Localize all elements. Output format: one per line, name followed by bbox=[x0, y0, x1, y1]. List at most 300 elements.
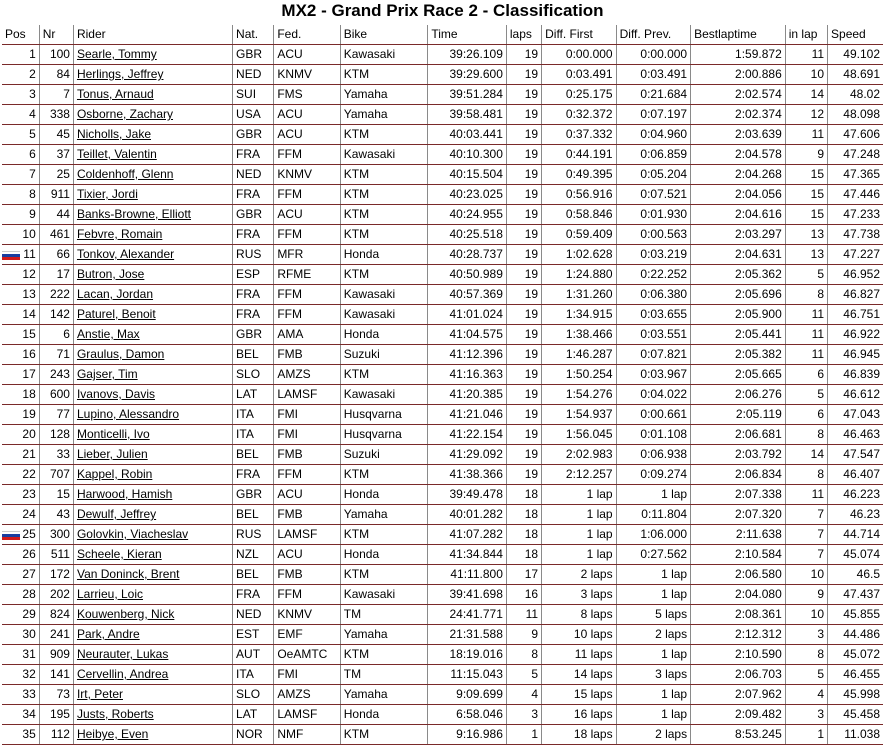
cell-pos: 9 bbox=[2, 205, 39, 225]
table-row bbox=[2, 65, 883, 85]
cell-nr: 44 bbox=[39, 205, 73, 225]
cell-time: 40:03.441 bbox=[428, 125, 507, 145]
cell-pos: 27 bbox=[2, 565, 39, 585]
header-pos: Pos bbox=[2, 25, 39, 45]
cell-nr: 25 bbox=[39, 165, 73, 185]
cell-speed: 47.547 bbox=[828, 445, 883, 465]
cell-pos: 21 bbox=[2, 445, 39, 465]
cell-bestlaptime: 2:05.696 bbox=[691, 285, 786, 305]
rider-link[interactable]: Golovkin, Viacheslav bbox=[73, 525, 232, 545]
cell-bestlaptime: 1:59.872 bbox=[691, 45, 786, 65]
cell-speed: 46.945 bbox=[828, 345, 883, 365]
cell-bike: Yamaha bbox=[340, 685, 428, 705]
cell-laps: 19 bbox=[506, 65, 541, 85]
cell-nat: NZL bbox=[233, 545, 274, 565]
cell-diff-prev: 1 lap bbox=[616, 565, 691, 585]
cell-laps: 19 bbox=[506, 45, 541, 65]
cell-nr: 911 bbox=[39, 185, 73, 205]
cell-in-lap: 11 bbox=[785, 485, 827, 505]
cell-nr: 300 bbox=[39, 525, 73, 545]
cell-diff-first: 1 lap bbox=[542, 545, 617, 565]
cell-pos: 4 bbox=[2, 105, 39, 125]
table-row bbox=[2, 145, 883, 165]
cell-laps: 17 bbox=[506, 565, 541, 585]
cell-diff-first: 1:56.045 bbox=[542, 425, 617, 445]
cell-nat: FRA bbox=[233, 305, 274, 325]
header-diff-first: Diff. First bbox=[542, 25, 617, 45]
rider-link[interactable]: Nicholls, Jake bbox=[73, 125, 232, 145]
cell-bestlaptime: 2:05.362 bbox=[691, 265, 786, 285]
cell-bestlaptime: 2:03.792 bbox=[691, 445, 786, 465]
table-row bbox=[2, 185, 883, 205]
cell-bike: KTM bbox=[340, 125, 428, 145]
cell-pos: 29 bbox=[2, 605, 39, 625]
cell-nr: 66 bbox=[39, 245, 73, 265]
cell-diff-first: 0:03.491 bbox=[542, 65, 617, 85]
cell-in-lap: 12 bbox=[785, 105, 827, 125]
cell-nat: GBR bbox=[233, 485, 274, 505]
cell-fed: FFM bbox=[274, 225, 340, 245]
table-row bbox=[2, 705, 883, 725]
cell-bestlaptime: 2:06.681 bbox=[691, 425, 786, 445]
cell-diff-first: 1:54.937 bbox=[542, 405, 617, 425]
cell-diff-prev: 0:22.252 bbox=[616, 265, 691, 285]
cell-fed: FMB bbox=[274, 345, 340, 365]
cell-nr: 511 bbox=[39, 545, 73, 565]
cell-nat: ITA bbox=[233, 425, 274, 445]
cell-nat: SLO bbox=[233, 685, 274, 705]
cell-time: 41:29.092 bbox=[428, 445, 507, 465]
cell-in-lap: 15 bbox=[785, 185, 827, 205]
cell-in-lap: 5 bbox=[785, 385, 827, 405]
cell-speed: 46.23 bbox=[828, 505, 883, 525]
cell-speed: 46.455 bbox=[828, 665, 883, 685]
cell-diff-first: 1:24.880 bbox=[542, 265, 617, 285]
rider-link[interactable]: Searle, Tommy bbox=[73, 45, 232, 65]
cell-in-lap: 10 bbox=[785, 605, 827, 625]
russia-flag-icon bbox=[2, 251, 20, 260]
cell-bike: TM bbox=[340, 665, 428, 685]
cell-bike: Kawasaki bbox=[340, 45, 428, 65]
rider-link[interactable]: Neurauter, Lukas bbox=[73, 645, 232, 665]
cell-nat: BEL bbox=[233, 565, 274, 585]
cell-nr: 45 bbox=[39, 125, 73, 145]
cell-bike: Husqvarna bbox=[340, 405, 428, 425]
cell-in-lap: 10 bbox=[785, 565, 827, 585]
cell-bike: Yamaha bbox=[340, 625, 428, 645]
table-row bbox=[2, 85, 883, 105]
rider-link[interactable]: Banks-Browne, Elliott bbox=[73, 205, 232, 225]
cell-bestlaptime: 2:02.374 bbox=[691, 105, 786, 125]
cell-speed: 46.827 bbox=[828, 285, 883, 305]
cell-diff-prev: 0:27.562 bbox=[616, 545, 691, 565]
rider-link[interactable]: Kouwenberg, Nick bbox=[73, 605, 232, 625]
cell-time: 40:23.025 bbox=[428, 185, 507, 205]
cell-bike: Kawasaki bbox=[340, 285, 428, 305]
cell-laps: 19 bbox=[506, 245, 541, 265]
cell-diff-first: 0:56.916 bbox=[542, 185, 617, 205]
cell-diff-prev: 5 laps bbox=[616, 605, 691, 625]
cell-bike: KTM bbox=[340, 725, 428, 745]
cell-laps: 19 bbox=[506, 305, 541, 325]
rider-link[interactable]: Graulus, Damon bbox=[73, 345, 232, 365]
cell-pos: 33 bbox=[2, 685, 39, 705]
cell-fed: MFR bbox=[274, 245, 340, 265]
rider-link[interactable]: Butron, Jose bbox=[73, 265, 232, 285]
rider-link[interactable]: Larrieu, Loic bbox=[73, 585, 232, 605]
cell-fed: ACU bbox=[274, 485, 340, 505]
cell-diff-prev: 0:00.563 bbox=[616, 225, 691, 245]
rider-link[interactable]: Lacan, Jordan bbox=[73, 285, 232, 305]
cell-diff-first: 8 laps bbox=[542, 605, 617, 625]
cell-bestlaptime: 2:03.297 bbox=[691, 225, 786, 245]
rider-link[interactable]: Ivanovs, Davis bbox=[73, 385, 232, 405]
cell-time: 40:57.369 bbox=[428, 285, 507, 305]
cell-bestlaptime: 2:02.574 bbox=[691, 85, 786, 105]
cell-bestlaptime: 2:08.361 bbox=[691, 605, 786, 625]
cell-diff-first: 1:46.287 bbox=[542, 345, 617, 365]
cell-diff-prev: 0:01.930 bbox=[616, 205, 691, 225]
cell-bike: Husqvarna bbox=[340, 425, 428, 445]
cell-in-lap: 13 bbox=[785, 225, 827, 245]
table-row bbox=[2, 385, 883, 405]
cell-laps: 19 bbox=[506, 225, 541, 245]
cell-time: 39:26.109 bbox=[428, 45, 507, 65]
cell-nat: GBR bbox=[233, 325, 274, 345]
cell-diff-prev: 0:00.661 bbox=[616, 405, 691, 425]
cell-laps: 19 bbox=[506, 285, 541, 305]
rider-link[interactable]: Scheele, Kieran bbox=[73, 545, 232, 565]
cell-bestlaptime: 2:05.382 bbox=[691, 345, 786, 365]
header-diff-prev: Diff. Prev. bbox=[616, 25, 691, 45]
cell-fed: FMI bbox=[274, 425, 340, 445]
cell-fed: FFM bbox=[274, 585, 340, 605]
cell-diff-first: 0:58.846 bbox=[542, 205, 617, 225]
cell-bike: Yamaha bbox=[340, 85, 428, 105]
cell-nat: FRA bbox=[233, 285, 274, 305]
cell-diff-prev: 0:21.684 bbox=[616, 85, 691, 105]
cell-fed: LAMSF bbox=[274, 385, 340, 405]
cell-speed: 47.248 bbox=[828, 145, 883, 165]
cell-in-lap: 13 bbox=[785, 245, 827, 265]
cell-diff-first: 1:38.466 bbox=[542, 325, 617, 345]
rider-link[interactable]: Monticelli, Ivo bbox=[73, 425, 232, 445]
table-row bbox=[2, 245, 883, 265]
cell-diff-first: 2:12.257 bbox=[542, 465, 617, 485]
cell-diff-first: 0:37.332 bbox=[542, 125, 617, 145]
cell-bike: KTM bbox=[340, 365, 428, 385]
cell-speed: 45.074 bbox=[828, 545, 883, 565]
cell-time: 39:58.481 bbox=[428, 105, 507, 125]
cell-laps: 4 bbox=[506, 685, 541, 705]
cell-pos: 30 bbox=[2, 625, 39, 645]
header-rider: Rider bbox=[73, 25, 232, 45]
table-row bbox=[2, 205, 883, 225]
cell-bike: Honda bbox=[340, 485, 428, 505]
cell-speed: 47.233 bbox=[828, 205, 883, 225]
cell-bestlaptime: 2:06.834 bbox=[691, 465, 786, 485]
cell-bestlaptime: 2:04.268 bbox=[691, 165, 786, 185]
rider-link[interactable]: Park, Andre bbox=[73, 625, 232, 645]
cell-diff-first: 0:00.000 bbox=[542, 45, 617, 65]
rider-link[interactable]: Lupino, Alessandro bbox=[73, 405, 232, 425]
cell-speed: 49.102 bbox=[828, 45, 883, 65]
table-row bbox=[2, 565, 883, 585]
cell-diff-first: 1:34.915 bbox=[542, 305, 617, 325]
cell-fed: KNMV bbox=[274, 165, 340, 185]
cell-in-lap: 8 bbox=[785, 645, 827, 665]
cell-speed: 45.998 bbox=[828, 685, 883, 705]
table-row bbox=[2, 165, 883, 185]
cell-diff-prev: 0:09.274 bbox=[616, 465, 691, 485]
cell-time: 41:22.154 bbox=[428, 425, 507, 445]
cell-pos: 5 bbox=[2, 125, 39, 145]
cell-speed: 46.5 bbox=[828, 565, 883, 585]
cell-bestlaptime: 2:10.590 bbox=[691, 645, 786, 665]
cell-fed: FFM bbox=[274, 465, 340, 485]
cell-nr: 600 bbox=[39, 385, 73, 405]
cell-speed: 46.751 bbox=[828, 305, 883, 325]
rider-link[interactable]: Heibye, Even bbox=[73, 725, 232, 745]
cell-nat: ITA bbox=[233, 665, 274, 685]
rider-link[interactable]: Teillet, Valentin bbox=[73, 145, 232, 165]
cell-pos: 8 bbox=[2, 185, 39, 205]
table-row bbox=[2, 625, 883, 645]
rider-link[interactable]: Dewulf, Jeffrey bbox=[73, 505, 232, 525]
cell-pos: 17 bbox=[2, 365, 39, 385]
rider-link[interactable]: Kappel, Robin bbox=[73, 465, 232, 485]
cell-time: 40:15.504 bbox=[428, 165, 507, 185]
table-row bbox=[2, 445, 883, 465]
cell-diff-first: 0:25.175 bbox=[542, 85, 617, 105]
cell-speed: 46.952 bbox=[828, 265, 883, 285]
rider-link[interactable]: Anstie, Max bbox=[73, 325, 232, 345]
table-row bbox=[2, 425, 883, 445]
cell-time: 9:16.986 bbox=[428, 725, 507, 745]
rider-link[interactable]: Tonkov, Alexander bbox=[73, 245, 232, 265]
cell-nr: 112 bbox=[39, 725, 73, 745]
cell-nr: 909 bbox=[39, 645, 73, 665]
cell-time: 40:50.989 bbox=[428, 265, 507, 285]
cell-pos: 3 bbox=[2, 85, 39, 105]
cell-laps: 19 bbox=[506, 185, 541, 205]
cell-nat: RUS bbox=[233, 525, 274, 545]
cell-nr: 142 bbox=[39, 305, 73, 325]
cell-laps: 19 bbox=[506, 365, 541, 385]
cell-diff-first: 0:32.372 bbox=[542, 105, 617, 125]
cell-nat: BEL bbox=[233, 445, 274, 465]
cell-in-lap: 1 bbox=[785, 725, 827, 745]
cell-nat: LAT bbox=[233, 385, 274, 405]
table-header-row bbox=[2, 25, 883, 45]
cell-nat: GBR bbox=[233, 125, 274, 145]
cell-nr: 202 bbox=[39, 585, 73, 605]
cell-pos: 35 bbox=[2, 725, 39, 745]
cell-speed: 47.365 bbox=[828, 165, 883, 185]
cell-pos: 1 bbox=[2, 45, 39, 65]
cell-laps: 5 bbox=[506, 665, 541, 685]
cell-pos: 15 bbox=[2, 325, 39, 345]
cell-speed: 48.098 bbox=[828, 105, 883, 125]
rider-link[interactable]: Osborne, Zachary bbox=[73, 105, 232, 125]
cell-nat: ESP bbox=[233, 265, 274, 285]
cell-bestlaptime: 2:05.900 bbox=[691, 305, 786, 325]
cell-laps: 19 bbox=[506, 405, 541, 425]
cell-in-lap: 11 bbox=[785, 45, 827, 65]
cell-bestlaptime: 2:06.703 bbox=[691, 665, 786, 685]
cell-time: 24:41.771 bbox=[428, 605, 507, 625]
cell-pos: 19 bbox=[2, 405, 39, 425]
cell-fed: FFM bbox=[274, 305, 340, 325]
cell-nat: NED bbox=[233, 605, 274, 625]
cell-in-lap: 14 bbox=[785, 445, 827, 465]
cell-in-lap: 14 bbox=[785, 85, 827, 105]
table-row bbox=[2, 505, 883, 525]
cell-nr: 71 bbox=[39, 345, 73, 365]
cell-speed: 46.407 bbox=[828, 465, 883, 485]
cell-in-lap: 4 bbox=[785, 685, 827, 705]
header-in-lap: in lap bbox=[785, 25, 827, 45]
cell-fed: ACU bbox=[274, 45, 340, 65]
cell-diff-prev: 0:07.521 bbox=[616, 185, 691, 205]
rider-link[interactable]: Herlings, Jeffrey bbox=[73, 65, 232, 85]
cell-diff-first: 1 lap bbox=[542, 505, 617, 525]
cell-nat: SLO bbox=[233, 365, 274, 385]
header-nr: Nr bbox=[39, 25, 73, 45]
cell-diff-prev: 0:04.960 bbox=[616, 125, 691, 145]
cell-time: 18:19.016 bbox=[428, 645, 507, 665]
cell-fed: AMZS bbox=[274, 685, 340, 705]
cell-speed: 46.223 bbox=[828, 485, 883, 505]
cell-speed: 45.458 bbox=[828, 705, 883, 725]
cell-time: 41:20.385 bbox=[428, 385, 507, 405]
cell-fed: RFME bbox=[274, 265, 340, 285]
header-time: Time bbox=[428, 25, 507, 45]
cell-fed: AMZS bbox=[274, 365, 340, 385]
rider-link[interactable]: Paturel, Benoit bbox=[73, 305, 232, 325]
russia-flag-icon bbox=[2, 531, 20, 540]
cell-laps: 18 bbox=[506, 505, 541, 525]
rider-link[interactable]: Coldenhoff, Glenn bbox=[73, 165, 232, 185]
table-row bbox=[2, 665, 883, 685]
cell-in-lap: 8 bbox=[785, 285, 827, 305]
cell-nat: NOR bbox=[233, 725, 274, 745]
cell-pos: 2 bbox=[2, 65, 39, 85]
cell-nr: 33 bbox=[39, 445, 73, 465]
cell-fed: AMA bbox=[274, 325, 340, 345]
rider-link[interactable]: Irt, Peter bbox=[73, 685, 232, 705]
cell-nr: 707 bbox=[39, 465, 73, 485]
rider-link[interactable]: Febvre, Romain bbox=[73, 225, 232, 245]
header-speed: Speed bbox=[828, 25, 883, 45]
rider-link[interactable]: Tixier, Jordi bbox=[73, 185, 232, 205]
cell-nat: RUS bbox=[233, 245, 274, 265]
table-row bbox=[2, 305, 883, 325]
rider-link[interactable]: Van Doninck, Brent bbox=[73, 565, 232, 585]
cell-time: 40:25.518 bbox=[428, 225, 507, 245]
cell-nat: FRA bbox=[233, 465, 274, 485]
table-row bbox=[2, 525, 883, 545]
cell-diff-first: 14 laps bbox=[542, 665, 617, 685]
table-row bbox=[2, 405, 883, 425]
cell-pos bbox=[2, 245, 39, 265]
cell-time: 40:28.737 bbox=[428, 245, 507, 265]
cell-laps: 19 bbox=[506, 425, 541, 445]
cell-nat: FRA bbox=[233, 225, 274, 245]
cell-laps: 19 bbox=[506, 385, 541, 405]
cell-fed: KNMV bbox=[274, 65, 340, 85]
rider-link[interactable]: Tonus, Arnaud bbox=[73, 85, 232, 105]
table-row bbox=[2, 285, 883, 305]
cell-laps: 8 bbox=[506, 645, 541, 665]
cell-speed: 47.227 bbox=[828, 245, 883, 265]
cell-nat: FRA bbox=[233, 145, 274, 165]
rider-link[interactable]: Lieber, Julien bbox=[73, 445, 232, 465]
cell-fed: FFM bbox=[274, 285, 340, 305]
cell-nat: NED bbox=[233, 165, 274, 185]
cell-time: 39:51.284 bbox=[428, 85, 507, 105]
cell-laps: 19 bbox=[506, 445, 541, 465]
cell-fed: KNMV bbox=[274, 605, 340, 625]
cell-bestlaptime: 2:06.276 bbox=[691, 385, 786, 405]
table-row bbox=[2, 585, 883, 605]
cell-in-lap: 6 bbox=[785, 405, 827, 425]
cell-pos: 32 bbox=[2, 665, 39, 685]
cell-diff-first: 0:49.395 bbox=[542, 165, 617, 185]
cell-nat: AUT bbox=[233, 645, 274, 665]
cell-bestlaptime: 2:05.665 bbox=[691, 365, 786, 385]
cell-fed: ACU bbox=[274, 105, 340, 125]
cell-laps: 16 bbox=[506, 585, 541, 605]
page-title: MX2 - Grand Prix Race 2 - Classification bbox=[281, 1, 604, 20]
cell-nr: 243 bbox=[39, 365, 73, 385]
cell-diff-prev: 1 lap bbox=[616, 485, 691, 505]
cell-pos: 13 bbox=[2, 285, 39, 305]
cell-nr: 37 bbox=[39, 145, 73, 165]
cell-time: 9:09.699 bbox=[428, 685, 507, 705]
cell-diff-first: 10 laps bbox=[542, 625, 617, 645]
cell-pos bbox=[2, 525, 39, 545]
cell-time: 41:38.366 bbox=[428, 465, 507, 485]
cell-pos: 10 bbox=[2, 225, 39, 245]
cell-nat: LAT bbox=[233, 705, 274, 725]
cell-diff-first: 1:02.628 bbox=[542, 245, 617, 265]
cell-diff-first: 1:50.254 bbox=[542, 365, 617, 385]
cell-fed: ACU bbox=[274, 545, 340, 565]
cell-diff-prev: 1 lap bbox=[616, 645, 691, 665]
cell-speed: 46.463 bbox=[828, 425, 883, 445]
cell-pos: 31 bbox=[2, 645, 39, 665]
cell-nat: NED bbox=[233, 65, 274, 85]
cell-bestlaptime: 2:04.616 bbox=[691, 205, 786, 225]
cell-diff-prev: 0:03.219 bbox=[616, 245, 691, 265]
cell-pos: 22 bbox=[2, 465, 39, 485]
cell-in-lap: 11 bbox=[785, 325, 827, 345]
cell-bike: KTM bbox=[340, 185, 428, 205]
rider-link[interactable]: Justs, Roberts bbox=[73, 705, 232, 725]
rider-link[interactable]: Harwood, Hamish bbox=[73, 485, 232, 505]
header-fed: Fed. bbox=[274, 25, 340, 45]
rider-link[interactable]: Gajser, Tim bbox=[73, 365, 232, 385]
cell-diff-prev: 0:06.380 bbox=[616, 285, 691, 305]
cell-bestlaptime: 2:09.482 bbox=[691, 705, 786, 725]
cell-time: 40:01.282 bbox=[428, 505, 507, 525]
cell-bike: Yamaha bbox=[340, 505, 428, 525]
cell-bestlaptime: 2:03.639 bbox=[691, 125, 786, 145]
rider-link[interactable]: Cervellin, Andrea bbox=[73, 665, 232, 685]
cell-bestlaptime: 2:10.584 bbox=[691, 545, 786, 565]
cell-speed: 11.038 bbox=[828, 725, 883, 745]
